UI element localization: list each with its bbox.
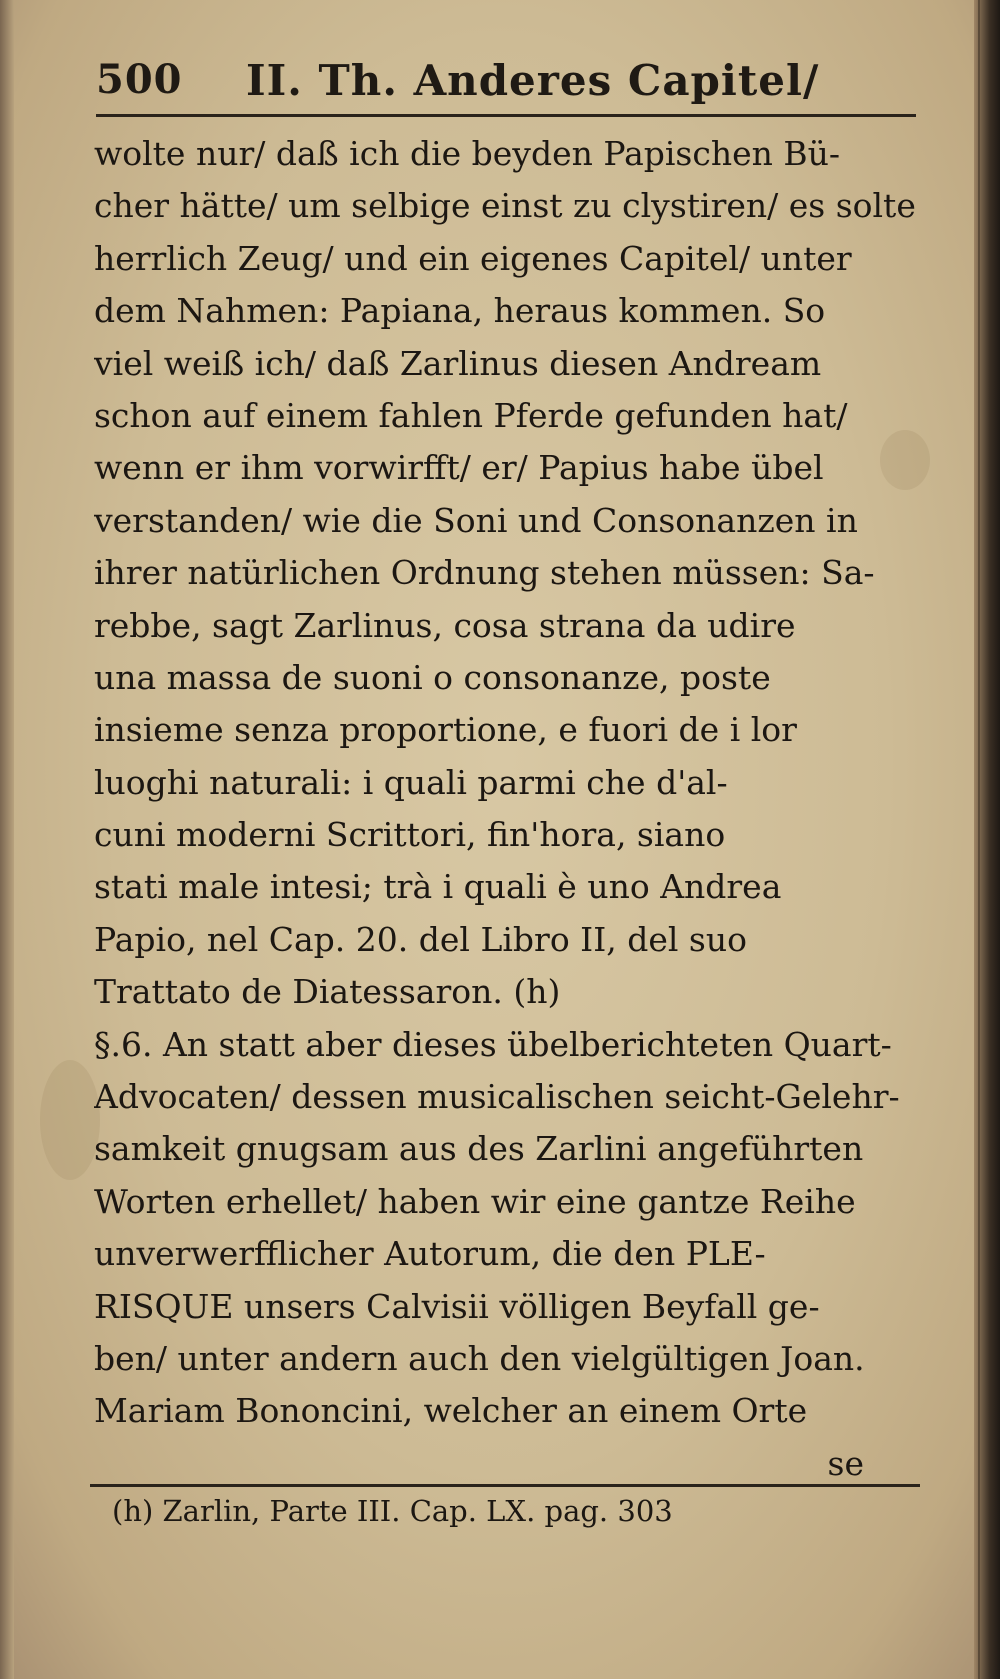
page-number: 500 bbox=[96, 56, 183, 103]
running-head: II. Th. Anderes Capitel/ bbox=[246, 56, 820, 105]
text-line: stati male intesi; trà i quali è uno Andrea bbox=[94, 867, 782, 907]
text-line: §.6. An statt aber dieses übelberichteten Quart- bbox=[94, 1024, 892, 1064]
header-rule bbox=[96, 114, 916, 117]
text-line: una massa de suoni o consonanze, poste bbox=[94, 657, 771, 697]
text-line: wolte nur/ daß ich die beyden Papischen Bü- bbox=[94, 134, 841, 173]
text-line: ihrer natürlichen Ordnung stehen müssen: Sa- bbox=[94, 553, 875, 593]
page-header bbox=[96, 56, 916, 116]
text-line: cher hätte/ um selbige einst zu clystiren/ es solte bbox=[94, 186, 916, 226]
text-line: Advocaten/ dessen musicalischen seicht-Gelehr- bbox=[94, 1077, 900, 1117]
text-line: wenn er ihm vorwirfft/ er/ Papius habe übel bbox=[94, 448, 824, 488]
text-line: RISQUE unsers Calvisii völligen Beyfall ge- bbox=[94, 1286, 820, 1326]
body-text bbox=[94, 128, 934, 1490]
text-line: schon auf einem fahlen Pferde gefunden hat/ bbox=[94, 395, 848, 435]
text-line: dem Nahmen: Papiana, heraus kommen. So bbox=[94, 291, 826, 331]
text-line: viel weiß ich/ daß Zarlinus diesen Andream bbox=[94, 343, 822, 383]
text-line: rebbe, sagt Zarlinus, cosa strana da udire bbox=[94, 605, 796, 645]
text-line: unverwerfflicher Autorum, die den PLE- bbox=[94, 1234, 766, 1274]
text-line: cuni moderni Scrittori, fin'hora, siano bbox=[94, 815, 726, 855]
text-line: insieme senza proportione, e fuori de i lor bbox=[94, 710, 797, 750]
text-line: Trattato de Diatessaron. (h) bbox=[94, 972, 561, 1012]
text-line: Papio, nel Cap. 20. del Libro II, del suo bbox=[94, 919, 747, 959]
text-line: Mariam Bononcini, welcher an einem Orte bbox=[94, 1391, 808, 1431]
page-fold-line bbox=[978, 0, 980, 1679]
footnote: (h) Zarlin, Parte III. Cap. LX. pag. 303 bbox=[112, 1494, 673, 1528]
paper-stain bbox=[40, 1060, 100, 1180]
catchword: se bbox=[827, 1443, 864, 1483]
text-line: samkeit gnugsam aus des Zarlini angeführten bbox=[94, 1129, 864, 1169]
text-line: verstanden/ wie die Soni und Consonanzen in bbox=[94, 500, 858, 540]
page-left-edge bbox=[0, 0, 14, 1679]
text-line: herrlich Zeug/ und ein eigenes Capitel/ unter bbox=[94, 238, 852, 278]
footnote-rule bbox=[90, 1484, 920, 1487]
text-line: ben/ unter andern auch den vielgültigen Joan. bbox=[94, 1338, 865, 1378]
text-line: luoghi naturali: i quali parmi che d'al- bbox=[94, 762, 728, 802]
text-line: Worten erhellet/ haben wir eine gantze Reihe bbox=[94, 1181, 856, 1221]
